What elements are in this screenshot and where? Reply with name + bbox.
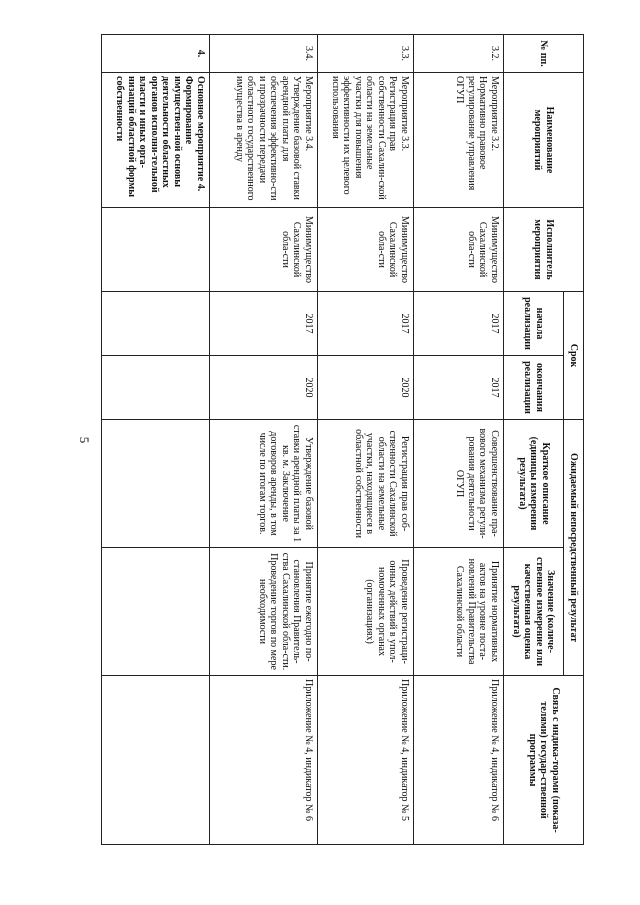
header-value: Значение (количе-ственное измерение или качественная оценка результата): [504, 548, 564, 676]
row-start: 2017: [210, 292, 318, 356]
header-link: Связь с индика-торами (показа-телями) государ-ственной программы: [504, 676, 584, 845]
table-row: [414, 35, 504, 845]
row-end: 2017: [414, 356, 504, 420]
header-executor: Исполнитель мероприятия: [504, 208, 584, 292]
row-link: Приложение № 4, индикатор № 6: [210, 676, 318, 845]
row-link: Приложение № 4, индикатор № 6: [414, 676, 504, 845]
row-short: [102, 420, 210, 548]
table-row: [210, 35, 318, 845]
row-start: 2017: [414, 292, 504, 356]
row-num: 3.3.: [318, 35, 414, 73]
row-num: 3.4.: [210, 35, 318, 73]
row-executor: [102, 208, 210, 292]
row-value: Проведение регистраци-онных действий в упол-номоченных органах (организациях): [318, 548, 414, 676]
header-result: Ожидаемый непосредственный результат: [564, 420, 584, 676]
row-executor: Минимущество Сахалинской обла-сти: [318, 208, 414, 292]
row-name: Мероприятие 3.3. Регистрация прав собственности Сахалин-ской области на земельные участки для повышения эффективности их целевого использования: [318, 73, 414, 208]
header-name: Наименование мероприятий: [504, 73, 584, 208]
row-value: Принятие нормативных актов на уровне поста-новлений Правительства Сахалинской области: [414, 548, 504, 676]
header-short: Краткое описание (единицы измерения результата): [504, 420, 564, 548]
row-link: [102, 676, 210, 845]
row-short: Регистрация прав соб-ственности Сахалинской области на земельные участки, находящиеся в областной собственности: [318, 420, 414, 548]
row-value: [102, 548, 210, 676]
row-executor: Минимущество Сахалинской обла-сти: [414, 208, 504, 292]
row-value: Принятие ежегодно по-становления Правитель-ства Сахалинской обла-сти. Проведение торгов по мере необходимости: [210, 548, 318, 676]
row-num: 4.: [102, 35, 210, 73]
row-end: [102, 356, 210, 420]
row-start: [102, 292, 210, 356]
row-name: Основное мероприятие 4. Формирование имуществен-ной основы деятельности областных органов исполни-тельной власти и иных орга-низаций областной формы собственности: [102, 73, 210, 208]
header-num: № пп.: [504, 35, 584, 73]
row-name: Мероприятие 3.2. Нормативно правовое регулирование управления ОГУП: [414, 73, 504, 208]
row-num: 3.2.: [414, 35, 504, 73]
row-end: 2020: [210, 356, 318, 420]
header-term: Срок: [564, 292, 584, 420]
row-end: 2020: [318, 356, 414, 420]
row-short: Утверждение базовой ставки арендной платы за 1 кв. м. Заключение договоров аренды, в том числе по итогам торгов.: [210, 420, 318, 548]
page-number: 5: [77, 436, 92, 444]
header-end: окончания реализации: [504, 356, 564, 420]
row-executor: Минимущество Сахалинской обла-сти: [210, 208, 318, 292]
row-link: Приложение № 4, индикатор № 5: [318, 676, 414, 845]
table-row: [318, 35, 414, 845]
row-short: Совершенствование пра-вового механизма регули-рования деятельности ОГУП: [414, 420, 504, 548]
row-name: Мероприятие 3.4. Утверждение базовой ставки арендной платы для обеспечения эффективно-сти и прозрачности передачи областного государственного имущества в аренду: [210, 73, 318, 208]
measures-table: [101, 34, 584, 845]
table-row: [102, 35, 210, 845]
row-start: 2017: [318, 292, 414, 356]
measures-table-sheet: [102, 34, 584, 844]
header-start: начала реализации: [504, 292, 564, 356]
